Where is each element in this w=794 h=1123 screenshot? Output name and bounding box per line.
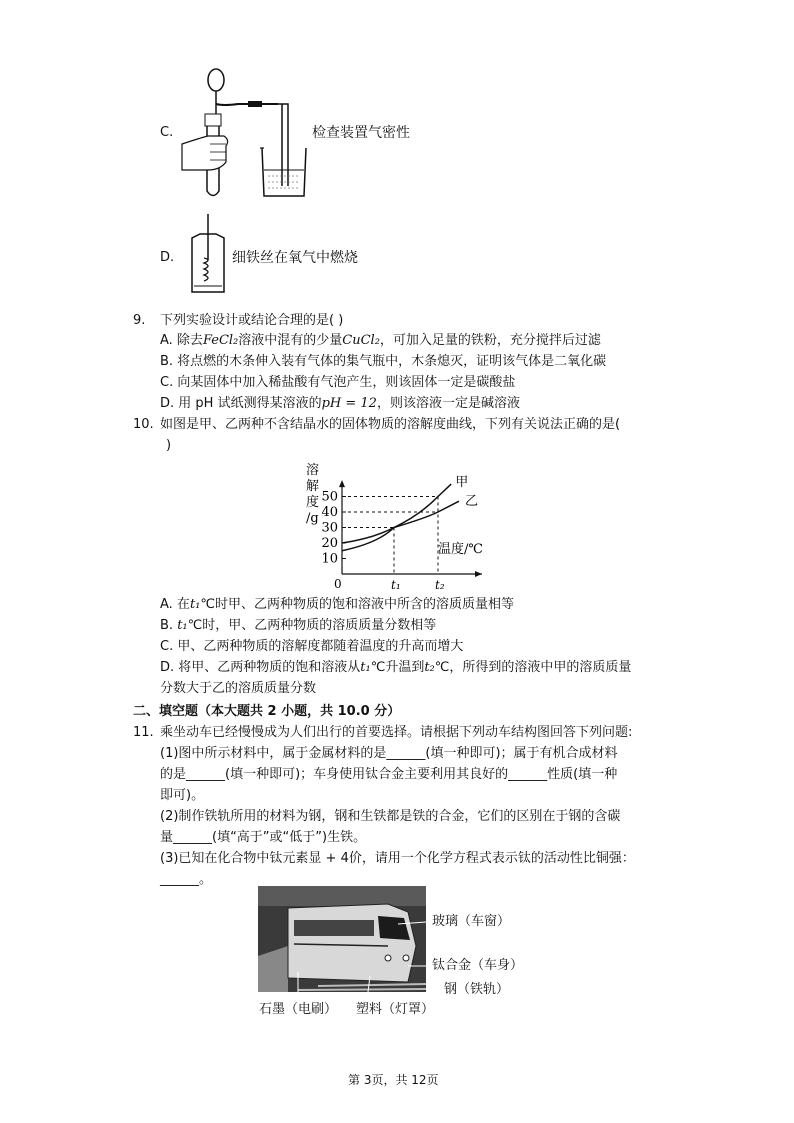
q9-option-d — [160, 395, 520, 413]
q10-stem-close: ) — [166, 438, 172, 453]
option-c-caption: 检查装置气密性 — [312, 125, 410, 141]
y-axis-label: 溶解度/g — [306, 463, 320, 526]
q9-stem: 下列实验设计或结论合理的是( ) — [160, 313, 344, 328]
series-yi-curve — [342, 501, 459, 543]
label-titanium-alloy: 钛合金（车身） — [432, 958, 524, 973]
t2-symbol: t₂ — [424, 660, 435, 675]
q9-option-a — [160, 332, 601, 350]
q9-option-a-text-3: ，可加入足量的铁粉，充分搅拌后过滤 — [379, 333, 601, 348]
q9-number: 9. — [133, 313, 146, 328]
q11-part1-line2: 的是______(填一种即可)；车身使用钛合金主要利用其良好的______性质(填一种 — [160, 767, 618, 782]
q11-part2-line2: 量______(填“高于”或“低于”)生铁。 — [160, 830, 367, 845]
label-steel: 钢（铁轨） — [444, 982, 510, 997]
q11-part3-line1: (3)已知在化合物中钛元素显 + 4价，请用一个化学方程式表示钛的活动性比铜强： — [160, 851, 635, 866]
y-tick-label: 40 — [321, 505, 338, 520]
label-plastic: 塑料（灯罩） — [356, 1002, 435, 1017]
option-c-letter: C. — [160, 125, 174, 140]
y-tick-label: 50 — [321, 489, 338, 505]
t1-symbol: t₁ — [360, 660, 371, 675]
origin-label: 0 — [334, 577, 342, 591]
q11-stem: 乘坐动车已经慢慢成为人们出行的首要选择。请根据下列动车结构图回答下列问题: — [160, 725, 633, 740]
q10-option-b-text: B. — [160, 618, 178, 633]
q9-option-d-text-2: ，则该溶液一定是碱溶液 — [376, 396, 520, 411]
q11-part3-line2: ______。 — [160, 872, 213, 887]
q11-part2-line1: (2)制作铁轨所用的材料为钢，钢和生铁都是铁的合金，它们的区别在于钢的含碳 — [160, 809, 621, 824]
series-yi-label: 乙 — [465, 494, 479, 510]
option-d-caption: 细铁丝在氧气中燃烧 — [232, 250, 358, 266]
series-jia-curve — [342, 484, 451, 551]
solubility-curve-chart — [296, 452, 486, 590]
formula-ph: pH = 12 — [321, 396, 377, 411]
q9-option-b: B. 将点燃的木条伸入装有气体的集气瓶中，木条熄灭，证明该气体是二氧化碳 — [160, 354, 607, 369]
airtightness-apparatus-figure — [180, 66, 310, 200]
y-tick-label: 20 — [321, 536, 338, 551]
q10-option-d — [160, 659, 631, 677]
section-title: 二、填空题（本大题共 2 小题，共 10.0 分） — [133, 704, 401, 719]
q10-option-a-text: A. 在 — [160, 597, 190, 612]
formula-cucl2: CuCl₂ — [342, 333, 380, 348]
q10-stem: 如图是甲、乙两种不含结晶水的固体物质的溶解度曲线，下列有关说法正确的是( — [160, 417, 621, 432]
y-axis-arrow — [339, 480, 345, 487]
train-photo — [258, 886, 426, 992]
q10-number: 10. — [133, 417, 154, 432]
x-tick-label: t₂ — [435, 578, 445, 592]
iron-wire-combustion-figure — [186, 210, 232, 300]
q10-option-a — [160, 596, 514, 614]
q9-option-a-text: A. 除去 — [160, 333, 203, 348]
q10-option-a-text-2: ℃时甲、乙两种物质的饱和溶液中所含的溶质质量相等 — [200, 597, 514, 612]
q10-option-b — [160, 617, 436, 635]
label-graphite: 石墨（电刷） — [259, 1002, 338, 1017]
q9-option-c: C. 向某固体中加入稀盐酸有气泡产生，则该固体一定是碳酸盐 — [160, 375, 516, 390]
q11-part1-line1: (1)图中所示材料中，属于金属材料的是______(填一种即可)；属于有机合成材料 — [160, 746, 618, 761]
y-tick-label: 30 — [321, 520, 338, 536]
x-tick-label: t₁ — [391, 578, 401, 592]
formula-fecl2: FeCl₂ — [202, 333, 239, 348]
q10-option-d-text-2: ℃升温到 — [370, 660, 425, 675]
q10-option-d-text: D. 将甲、乙两种物质的饱和溶液从 — [160, 660, 361, 675]
t1-symbol: t₁ — [189, 597, 201, 612]
q11-number: 11. — [133, 725, 154, 740]
label-glass: 玻璃（车窗） — [432, 914, 511, 929]
x-axis-label: 温度/℃ — [438, 542, 483, 558]
q9-option-d-text: D. 用 pH 试纸测得某溶液的 — [160, 396, 322, 411]
q10-option-c: C. 甲、乙两种物质的溶解度都随着温度的升高而增大 — [160, 639, 464, 654]
q9-option-a-text-2: 溶液中混有的少量 — [238, 333, 343, 348]
series-jia-label: 甲 — [455, 475, 469, 491]
q10-option-b-text-2: ℃时，甲、乙两种物质的溶质质量分数相等 — [187, 618, 437, 633]
q11-part1-line3: 即可)。 — [160, 788, 205, 803]
q10-option-d-text-3: ℃，所得到的溶液中甲的溶质质量 — [434, 660, 632, 675]
x-axis-arrow — [475, 571, 482, 577]
t1-symbol: t₁ — [177, 618, 188, 633]
option-d-letter: D. — [160, 250, 175, 265]
page-footer: 第 3页，共 12页 — [348, 1073, 439, 1087]
q10-option-d-line2: 分数大于乙的溶质质量分数 — [160, 681, 317, 696]
y-tick-label: 10 — [321, 551, 338, 567]
